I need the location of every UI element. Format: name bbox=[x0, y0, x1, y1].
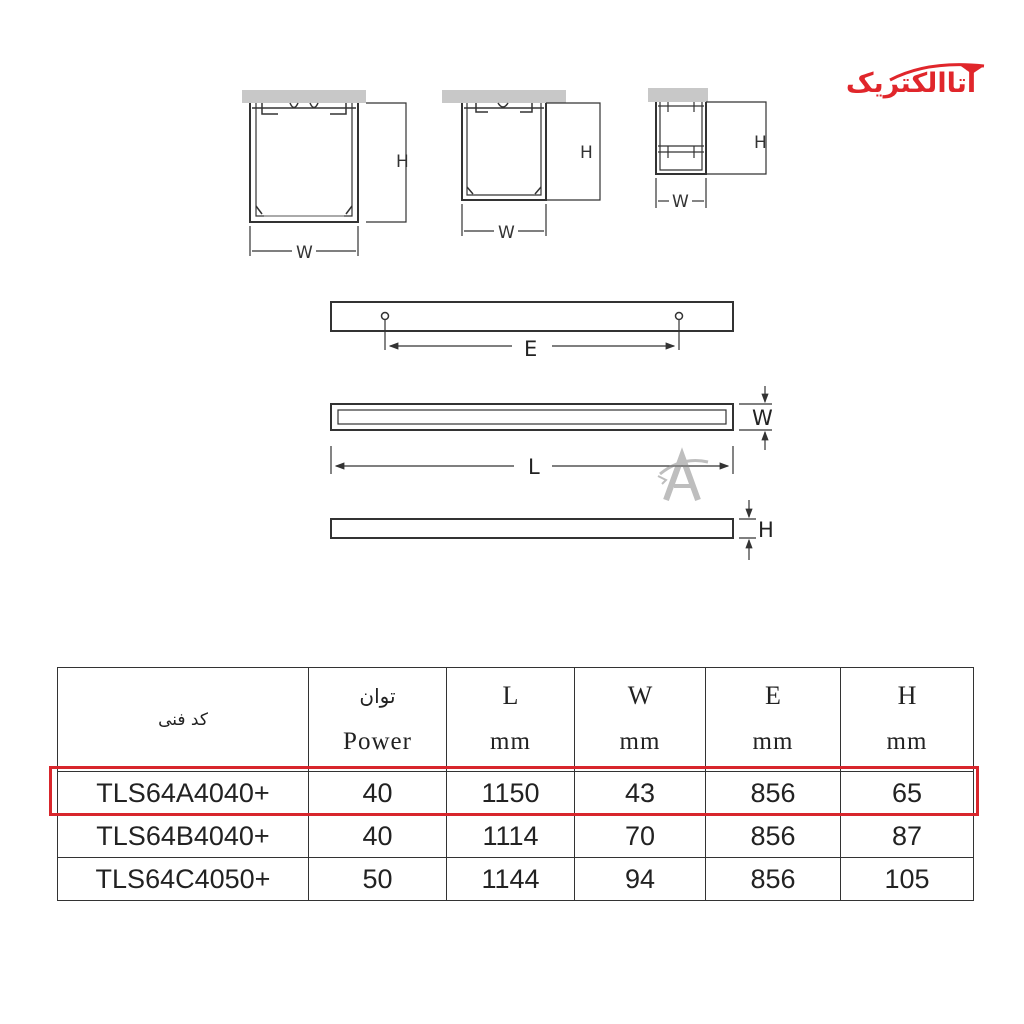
cell-w: 70 bbox=[575, 815, 706, 858]
header-code bbox=[58, 668, 309, 772]
header-h-unit: mm bbox=[886, 727, 928, 755]
cell-h: 65 bbox=[841, 772, 974, 815]
cell-code: TLS64C4050+ bbox=[58, 858, 309, 901]
cell-power: 40 bbox=[309, 772, 447, 815]
header-w-label: W bbox=[627, 680, 653, 710]
header-l-label: L bbox=[502, 680, 519, 710]
dim-label-w-2: W bbox=[498, 223, 515, 243]
dim-label-h-1: H bbox=[396, 152, 409, 172]
profile-medium bbox=[442, 90, 600, 243]
ceiling-plate-3 bbox=[648, 88, 708, 102]
ceiling-plate-1 bbox=[242, 90, 366, 103]
cell-w: 94 bbox=[575, 858, 706, 901]
header-h-label: H bbox=[897, 680, 917, 710]
table-header-row bbox=[58, 668, 974, 772]
cell-l: 1144 bbox=[447, 858, 575, 901]
dim-label-l: L bbox=[528, 455, 540, 479]
dim-label-h-3: H bbox=[754, 133, 767, 153]
header-code-label: کد فنی bbox=[158, 709, 208, 730]
spec-table bbox=[57, 667, 974, 901]
logo-text: آتاالکتریک bbox=[845, 68, 977, 99]
cell-power: 40 bbox=[309, 815, 447, 858]
header-l-unit: mm bbox=[490, 727, 531, 755]
cell-power: 50 bbox=[309, 858, 447, 901]
dim-label-w-view: W bbox=[752, 406, 773, 430]
header-w-unit: mm bbox=[619, 727, 661, 755]
cell-code: TLS64A4040+ bbox=[58, 772, 309, 815]
header-w bbox=[575, 668, 706, 772]
header-e-label: E bbox=[765, 680, 781, 710]
cell-w: 43 bbox=[575, 772, 706, 815]
dim-label-w-3: W bbox=[672, 192, 689, 212]
header-e bbox=[706, 668, 841, 772]
table-row bbox=[58, 772, 974, 815]
header-h bbox=[841, 668, 974, 772]
dim-label-w-1: W bbox=[296, 243, 313, 263]
cell-h: 87 bbox=[841, 815, 974, 858]
dim-label-h-2: H bbox=[580, 143, 593, 163]
header-l bbox=[447, 668, 575, 772]
profile-large bbox=[242, 90, 409, 263]
cell-l: 1150 bbox=[447, 772, 575, 815]
view-mounting-top bbox=[331, 302, 733, 361]
cell-code: TLS64B4040+ bbox=[58, 815, 309, 858]
header-e-unit: mm bbox=[752, 727, 794, 755]
dim-label-e: E bbox=[524, 337, 538, 361]
header-power bbox=[309, 668, 447, 772]
cell-e: 856 bbox=[706, 772, 841, 815]
table-row bbox=[58, 858, 974, 901]
header-power-fa: توان bbox=[359, 683, 396, 708]
ceiling-plate-2 bbox=[442, 90, 566, 103]
cell-h: 105 bbox=[841, 858, 974, 901]
cell-l: 1114 bbox=[447, 815, 575, 858]
profile-small bbox=[648, 88, 767, 212]
dim-label-h-view: H bbox=[758, 518, 774, 542]
header-power-en: Power bbox=[343, 727, 412, 755]
watermark-logo-icon bbox=[652, 446, 716, 510]
cell-e: 856 bbox=[706, 815, 841, 858]
cell-e: 856 bbox=[706, 858, 841, 901]
table-row bbox=[58, 815, 974, 858]
